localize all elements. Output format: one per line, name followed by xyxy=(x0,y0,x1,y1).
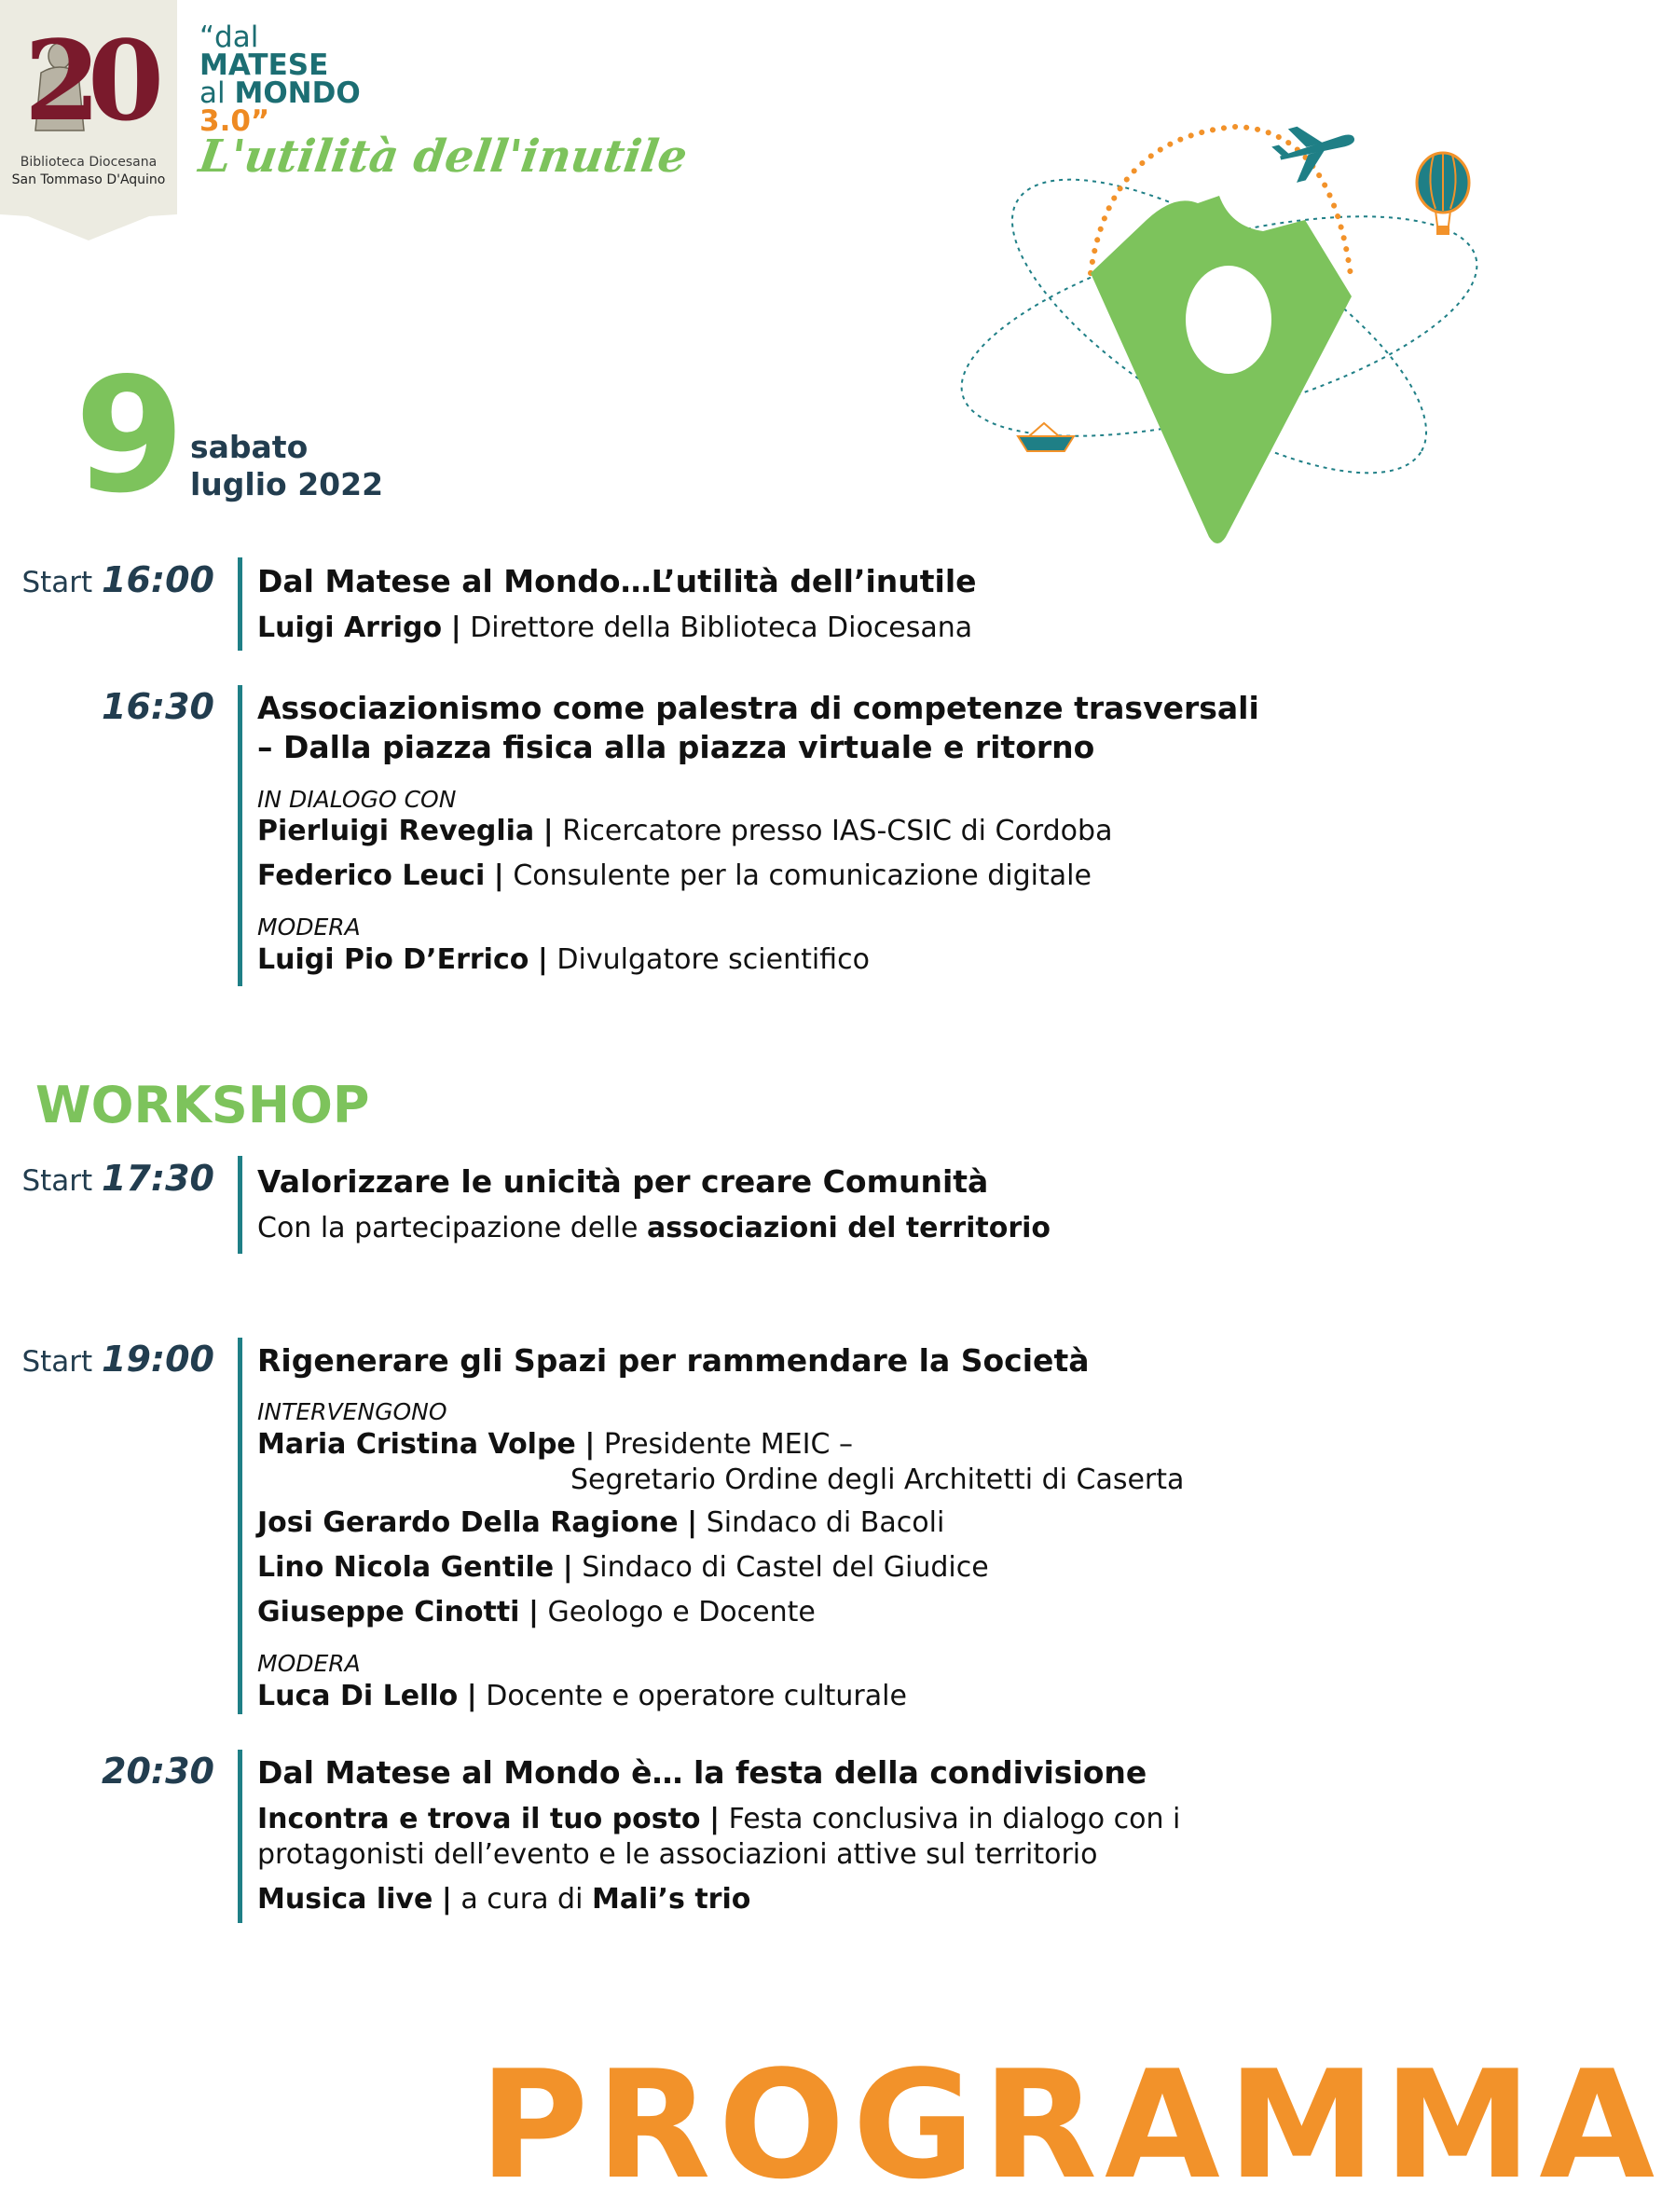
logo-text-line1: Biblioteca Diocesana xyxy=(20,155,158,170)
time-17-30: Start 17:30 xyxy=(21,1158,214,1199)
speaker-line: Josi Gerardo Della Ragione | Sindaco di Bacoli xyxy=(257,1506,945,1539)
pin-hole xyxy=(1186,266,1271,374)
moderator-line: Luigi Pio D’Errico | Divulgatore scientifico xyxy=(257,943,870,976)
session-title-line1: Associazionismo come palestra di competenze trasversali xyxy=(257,690,1259,726)
date-day: 9 xyxy=(75,344,185,529)
section-tag: MODERA xyxy=(257,1650,361,1677)
timeline-bar xyxy=(238,1156,242,1254)
timeline-bar xyxy=(238,1338,242,1714)
session-line: Incontra e trova il tuo posto | Festa conclusiva in dialogo con i xyxy=(257,1803,1181,1835)
session-title-line2: – Dalla piazza fisica alla piazza virtuale e ritorno xyxy=(257,729,1095,765)
session-description: Con la partecipazione delle associazioni del territorio xyxy=(257,1212,1051,1244)
event-title-line3: al MONDO xyxy=(199,76,361,110)
speaker-line: Maria Cristina Volpe | Presidente MEIC – xyxy=(257,1428,853,1461)
airplane-icon xyxy=(1269,113,1362,186)
map-pin-illustration xyxy=(969,110,1501,557)
speaker-line: Luigi Arrigo | Direttore della Biblioteca Diocesana xyxy=(257,611,973,644)
event-subtitle: L'utilità dell'inutile xyxy=(196,131,691,183)
event-title-line4: 3.0” xyxy=(199,104,270,138)
session-title: Dal Matese al Mondo è… la festa della condivisione xyxy=(257,1754,1147,1791)
time-20-30: 20:30 xyxy=(102,1751,214,1792)
time-16-00: Start 16:00 xyxy=(21,559,214,600)
timeline-bar xyxy=(238,557,242,651)
session-title: Rigenerare gli Spazi per rammendare la Società xyxy=(257,1342,1090,1379)
timeline-bar xyxy=(238,685,242,986)
time-16-30: 16:30 xyxy=(102,686,214,727)
section-tag: MODERA xyxy=(257,914,361,941)
timeline-bar xyxy=(238,1750,242,1923)
session-title: Dal Matese al Mondo…L’utilità dell’inutile xyxy=(257,563,977,599)
logo-number: 20 xyxy=(23,16,152,145)
speaker-line-continued: Segretario Ordine degli Architetti di Caserta xyxy=(570,1463,1185,1496)
speaker-line: Federico Leuci | Consulente per la comunicazione digitale xyxy=(257,859,1092,892)
section-tag: INTERVENGONO xyxy=(257,1398,447,1425)
speaker-line: Lino Nicola Gentile | Sindaco di Castel del Giudice xyxy=(257,1551,989,1584)
event-title-line1: “dal xyxy=(199,21,259,54)
section-tag: IN DIALOGO CON xyxy=(257,786,457,813)
workshop-heading: WORKSHOP xyxy=(35,1076,370,1134)
speaker-line: Pierluigi Reveglia | Ricercatore presso IAS-CSIC di Cordoba xyxy=(257,815,1113,847)
speaker-line: Giuseppe Cinotti | Geologo e Docente xyxy=(257,1596,816,1628)
session-line: Musica live | a cura di Mali’s trio xyxy=(257,1883,751,1916)
time-19-00: Start 19:00 xyxy=(21,1339,214,1380)
date-month-year: luglio 2022 xyxy=(190,466,384,502)
event-title-line2: MATESE xyxy=(199,48,329,82)
session-title: Valorizzare le unicità per creare Comunità xyxy=(257,1163,989,1200)
moderator-line: Luca Di Lello | Docente e operatore culturale xyxy=(257,1680,907,1712)
date-weekday: sabato xyxy=(190,429,309,465)
programma-heading: PROGRAMMA xyxy=(479,2038,1662,2212)
session-line-continued: protagonisti dell’evento e le associazioni attive sul territorio xyxy=(257,1838,1098,1871)
logo-text-line2: San Tommaso D'Aquino xyxy=(11,172,166,187)
paper-boat-icon xyxy=(1018,423,1074,451)
